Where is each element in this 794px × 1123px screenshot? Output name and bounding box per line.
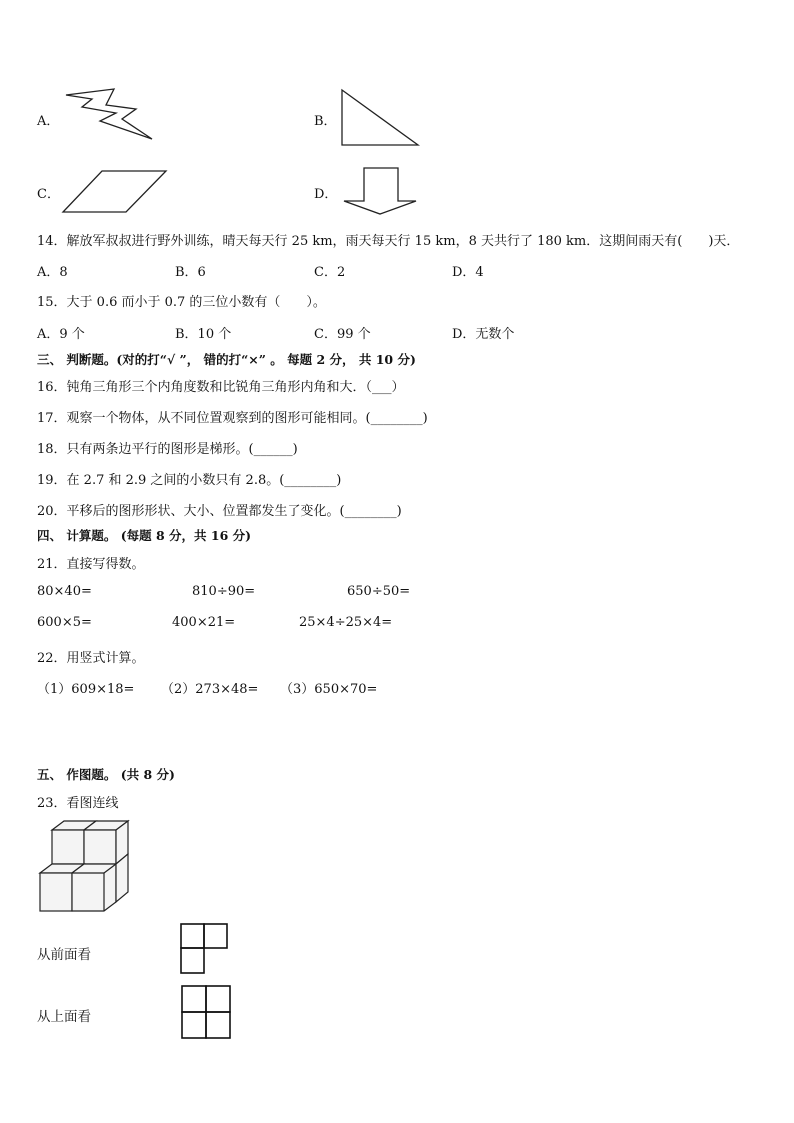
q21-title: 21．直接写得数。 bbox=[37, 557, 145, 572]
q13-option-d-label: D． bbox=[314, 187, 338, 202]
q14-option-d: D．4 bbox=[452, 265, 484, 280]
q19-text: 19．在 2.7 和 2.9 之间的小数只有 2.8。(________) bbox=[37, 473, 342, 488]
right-triangle-icon bbox=[338, 87, 422, 149]
q21-item-2: 810÷90= bbox=[192, 584, 256, 599]
q21-item-5: 400×21= bbox=[172, 615, 236, 630]
q23-title: 23．看图连线 bbox=[37, 796, 119, 811]
q17-text: 17．观察一个物体，从不同位置观察到的图形可能相同。(________) bbox=[37, 411, 428, 426]
q22-item-3: （3）650×70= bbox=[280, 682, 378, 697]
front-view-grid bbox=[180, 922, 230, 976]
lightning-bolt-icon bbox=[62, 87, 156, 143]
q21-item-6: 25×4÷25×4= bbox=[299, 615, 393, 630]
q18-text: 18．只有两条边平行的图形是梯形。(______) bbox=[37, 442, 298, 457]
q16-text: 16．钝角三角形三个内角度数和比锐角三角形内角和大．（___） bbox=[37, 380, 405, 395]
q14-option-a: A．8 bbox=[37, 265, 68, 280]
q13-option-b-label: B． bbox=[314, 114, 337, 129]
q21-item-3: 650÷50= bbox=[347, 584, 411, 599]
q14-option-b: B．6 bbox=[175, 265, 206, 280]
view-front-label: 从前面看 bbox=[37, 947, 91, 963]
q21-item-1: 80×40= bbox=[37, 584, 92, 599]
q13-option-c-label: C． bbox=[37, 187, 60, 202]
section-3-heading: 三、 判断题。(对的打“√ ”， 错的打“×” 。 每题 2 分， 共 10 分) bbox=[37, 352, 416, 367]
section-5-heading: 五、 作图题。 (共 8 分) bbox=[37, 767, 175, 782]
parallelogram-icon bbox=[60, 168, 170, 216]
q15-option-c: C．99 个 bbox=[314, 327, 371, 342]
top-view-grid bbox=[180, 984, 232, 1040]
q21-item-4: 600×5= bbox=[37, 615, 92, 630]
q15-option-d: D．无数个 bbox=[452, 327, 515, 342]
cube-stack-figure bbox=[38, 818, 134, 916]
q22-item-2: （2）273×48= bbox=[161, 682, 259, 697]
q20-text: 20．平移后的图形形状、大小、位置都发生了变化。(________) bbox=[37, 504, 402, 519]
q15-option-b: B．10 个 bbox=[175, 327, 232, 342]
view-top-label: 从上面看 bbox=[37, 1009, 91, 1025]
q15-option-a: A．9 个 bbox=[37, 327, 85, 342]
section-4-heading: 四、 计算题。 (每题 8 分，共 16 分) bbox=[37, 528, 252, 543]
q22-title: 22．用竖式计算。 bbox=[37, 651, 145, 666]
q15-text: 15．大于 0.6 而小于 0.7 的三位小数有（ ）。 bbox=[37, 295, 326, 310]
q13-option-a-label: A． bbox=[37, 114, 60, 129]
q22-item-1: （1）609×18= bbox=[37, 682, 135, 697]
down-arrow-icon bbox=[338, 165, 422, 217]
q14-option-c: C．2 bbox=[314, 265, 346, 280]
q14-text: 14．解放军叔叔进行野外训练，晴天每天行 25 km，雨天每天行 15 km，8 天共行了 180 km．这期间雨天有( )天． bbox=[37, 234, 740, 249]
